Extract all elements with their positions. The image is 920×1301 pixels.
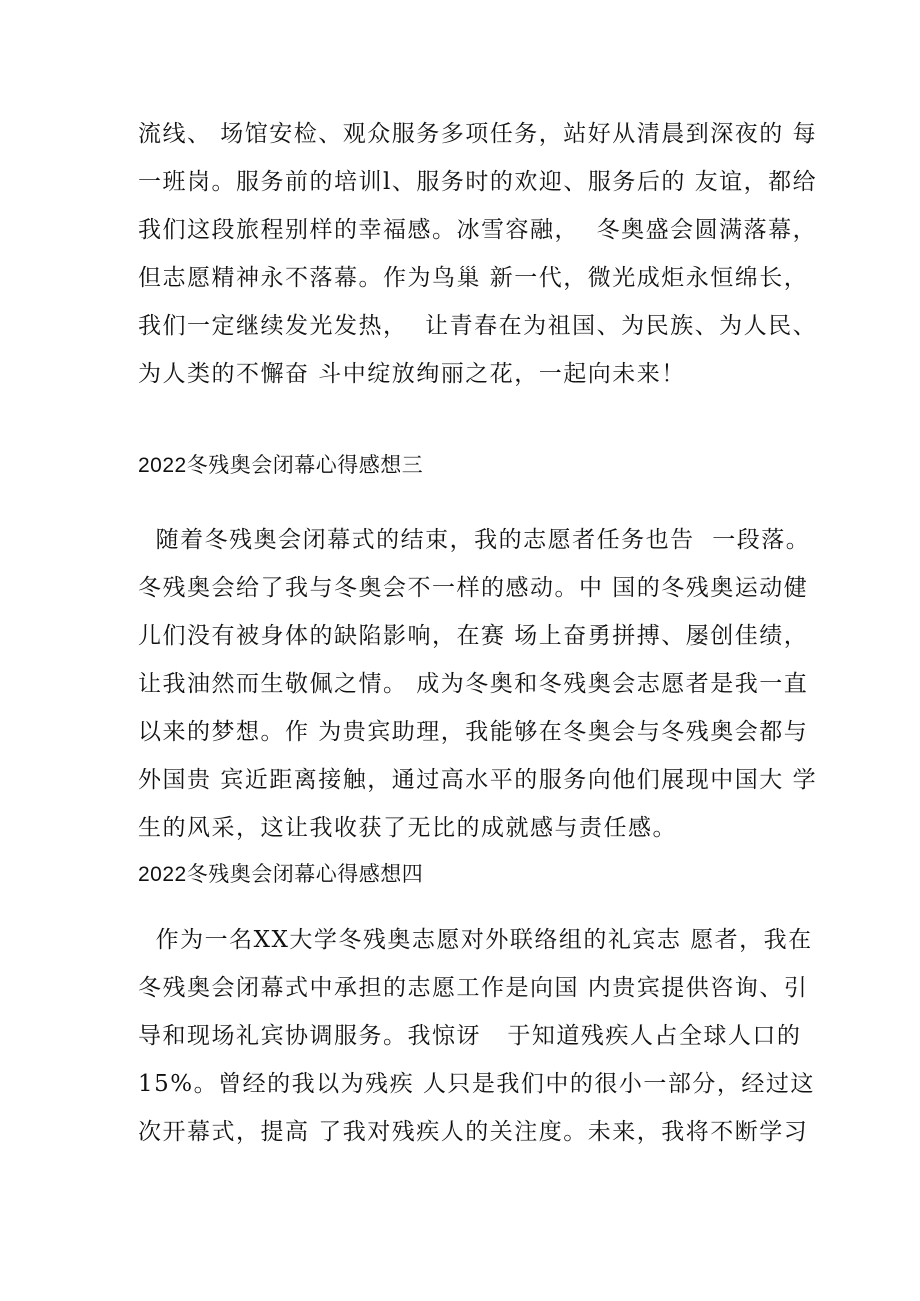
paragraph-line: 为人类的不懈奋 斗中绽放绚丽之花，一起向未来！ [138, 361, 686, 387]
paragraph-line: 让我油然而生敬佩之情。 成为冬奥和冬残奥会志愿者是我一直 [138, 671, 809, 697]
paragraph-line: 次开幕式，提高 了我对残疾人的关注度。未来，我将不断学习 [138, 1119, 809, 1145]
paragraph-line: 导和现场礼宾协调服务。我惊讶 于知道残疾人占全球人口的 [138, 1023, 802, 1049]
paragraph-line: 流线、 场馆安检、观众服务多项任务，站好从清晨到深夜的 每 [138, 121, 818, 147]
paragraph-line: 作为一名XX大学冬残奥志愿对外联络组的礼宾志 愿者，我在 [138, 927, 813, 953]
section-heading: 2022冬残奥会闭幕心得感想三 [138, 454, 424, 477]
section-heading: 2022冬残奥会闭幕心得感想四 [138, 863, 424, 886]
paragraph-line: 15%。曾经的我以为残疾 人只是我们中的很小一部分，经过这 [138, 1071, 815, 1097]
paragraph-line: 儿们没有被身体的缺陷影响，在赛 场上奋勇拼搏、屡创佳绩， [138, 623, 809, 649]
paragraph-line: 我们一定继续发光发热， 让青春在为祖国、为民族、为人民、 [138, 313, 818, 339]
paragraph-line: 但志愿精神永不落幕。作为鸟巢 新一代，微光成炬永恒绵长， [138, 265, 809, 291]
paragraph-line: 冬残奥会闭幕式中承担的志愿工作是向国 内贵宾提供咨询、引 [138, 975, 809, 1001]
paragraph-line: 以来的梦想。作 为贵宾助理，我能够在冬奥会与冬残奥会都与 [138, 719, 809, 745]
paragraph-line: 冬残奥会给了我与冬奥会不一样的感动。中 国的冬残奥运动健 [138, 575, 809, 601]
paragraph-line: 一班岗。服务前的培训l、服务时的欢迎、服务后的 友谊，都给 [138, 169, 818, 195]
paragraph-line: 生的风采，这让我收获了无比的成就感与责任感。 [138, 815, 677, 841]
paragraph-line: 我们这段旅程别样的幸福感。冰雪容融， 冬奥盛会圆满落幕， [138, 217, 818, 243]
paragraph-line: 随着冬残奥会闭幕式的结束，我的志愿者任务也告 一段落。 [138, 527, 811, 553]
paragraph-line: 外国贵 宾近距离接触，通过高水平的服务向他们展现中国大 学 [138, 767, 818, 793]
